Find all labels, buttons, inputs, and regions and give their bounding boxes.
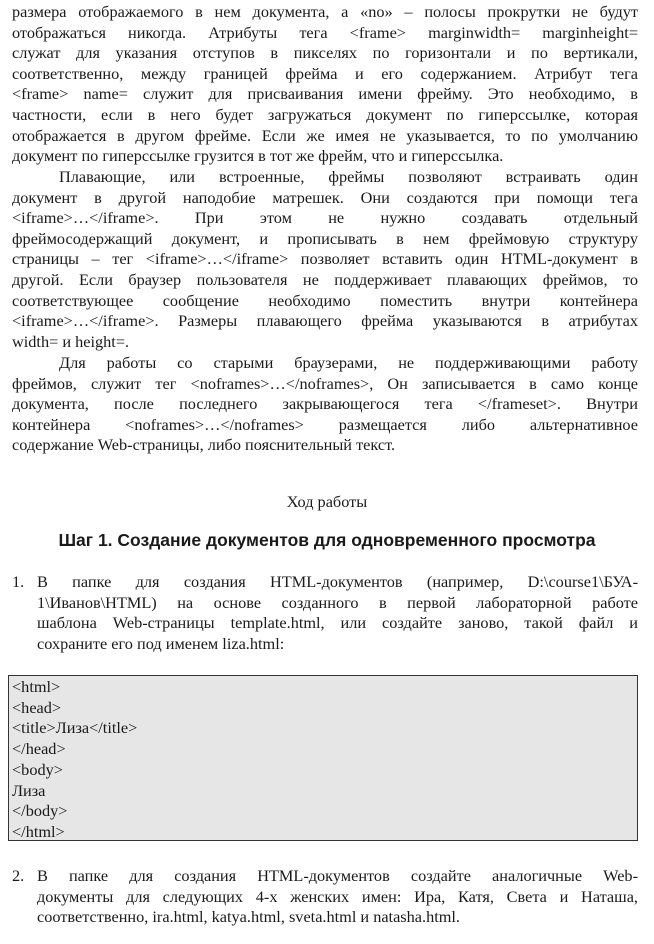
paragraph-iframe xyxy=(12,167,638,352)
text-line: фреймосодержащий документ, и прописывать в нем фреймовую структуру xyxy=(12,228,638,248)
text-line: страницы – тег <iframe>…</iframe> позволяет вставить один HTML-документ в xyxy=(12,249,638,269)
text-line: документ в другой наподобие матрешек. Они создаются при помощи тега xyxy=(12,187,638,207)
paragraph-noframes xyxy=(12,353,638,456)
code-line: Лиза xyxy=(12,780,46,800)
list-number: 1. xyxy=(12,572,25,591)
code-line: <html> xyxy=(12,677,61,696)
text-line: отображаться никогда. Атрибуты тега <frame> marginwidth= marginheight= xyxy=(12,22,638,42)
list-item-text xyxy=(37,572,638,654)
list-number: 2. xyxy=(12,866,25,885)
list-item-2 xyxy=(12,866,638,928)
code-line: </html> xyxy=(12,821,65,841)
text-line: <iframe>…</iframe>. Размеры плавающего фрейма указываются в атрибутах xyxy=(12,311,638,331)
text-line: сохраните его под именем liza.html: xyxy=(37,633,285,653)
text-line: width= и height=. xyxy=(12,331,130,351)
code-line: <body> xyxy=(12,759,63,779)
text-line: размера отображаемого в нем документа, а «no» – полосы прокрутки не будут xyxy=(12,2,638,21)
list-item-text xyxy=(37,866,638,928)
code-line: <title>Лиза</title> xyxy=(12,718,138,738)
text-line: документа, после последнего закрывающегося тега </frameset>. Внутри xyxy=(12,394,638,414)
text-line: отображается в другом фрейме. Если же имея не указывается, то по умолчанию xyxy=(12,125,638,145)
text-line: документы для следующих 4-х женских имен: Ира, Катя, Света и Наташа, xyxy=(37,886,638,906)
text-line: частности, если в него будет загружаться документ по гиперссылке, которая xyxy=(12,104,638,124)
text-line: шаблона Web-страницы template.html, или создайте заново, такой файл и xyxy=(37,613,638,633)
text-line: В папке для создания HTML-документов (например, D:\course1\БУА- xyxy=(37,572,638,591)
step-title: Шаг 1. Создание документов для одновременного просмотра xyxy=(58,530,596,550)
text-line: соответствующее сообщение необходимо поместить внутри контейнера xyxy=(12,290,638,310)
text-line: документ по гиперссылке грузится в тот же фрейм, что и гиперссылка. xyxy=(12,146,504,166)
paragraph-frame-attributes xyxy=(12,2,638,167)
text-line: Для работы со старыми браузерами, не поддерживающими работу xyxy=(59,353,638,372)
text-line: другой. Если браузер пользователя не поддерживает плавающих фреймов, то xyxy=(12,269,638,289)
section-title: Ход работы xyxy=(286,492,368,511)
text-line: В папке для создания HTML-документов создайте аналогичные Web- xyxy=(37,866,638,885)
text-line: контейнера <noframes>…</noframes> размещается либо альтернативное xyxy=(12,414,638,434)
text-line: Плавающие, или встроенные, фреймы позволяют встраивать один xyxy=(59,167,638,186)
text-line: <frame> name= служит для присваивания имени фрейму. Это необходимо, в xyxy=(12,84,638,104)
text-line: содержание Web-страницы, либо пояснительный текст. xyxy=(12,435,396,455)
code-line: </head> xyxy=(12,739,66,759)
text-line: 1\Иванов\HTML) на основе созданного в первой лабораторной работе xyxy=(37,592,638,612)
code-line: </body> xyxy=(12,801,68,821)
text-line: фреймов, служит тег <noframes>…</noframes>, Он записывается в само конце xyxy=(12,373,638,393)
code-line: <head> xyxy=(12,697,62,717)
code-block xyxy=(8,675,638,841)
text-line: <iframe>…</iframe>. При этом не нужно создавать отдельный xyxy=(12,208,638,228)
list-item-1 xyxy=(12,572,638,654)
text-line: соответственно, между границей фрейма и его содержанием. Атрибут тега xyxy=(12,63,638,83)
text-line: служат для указания отступов в пикселях по горизонтали и по вертикали, xyxy=(12,43,638,63)
text-line: соответственно, ira.html, katya.html, sveta.html и natasha.html. xyxy=(37,907,461,927)
